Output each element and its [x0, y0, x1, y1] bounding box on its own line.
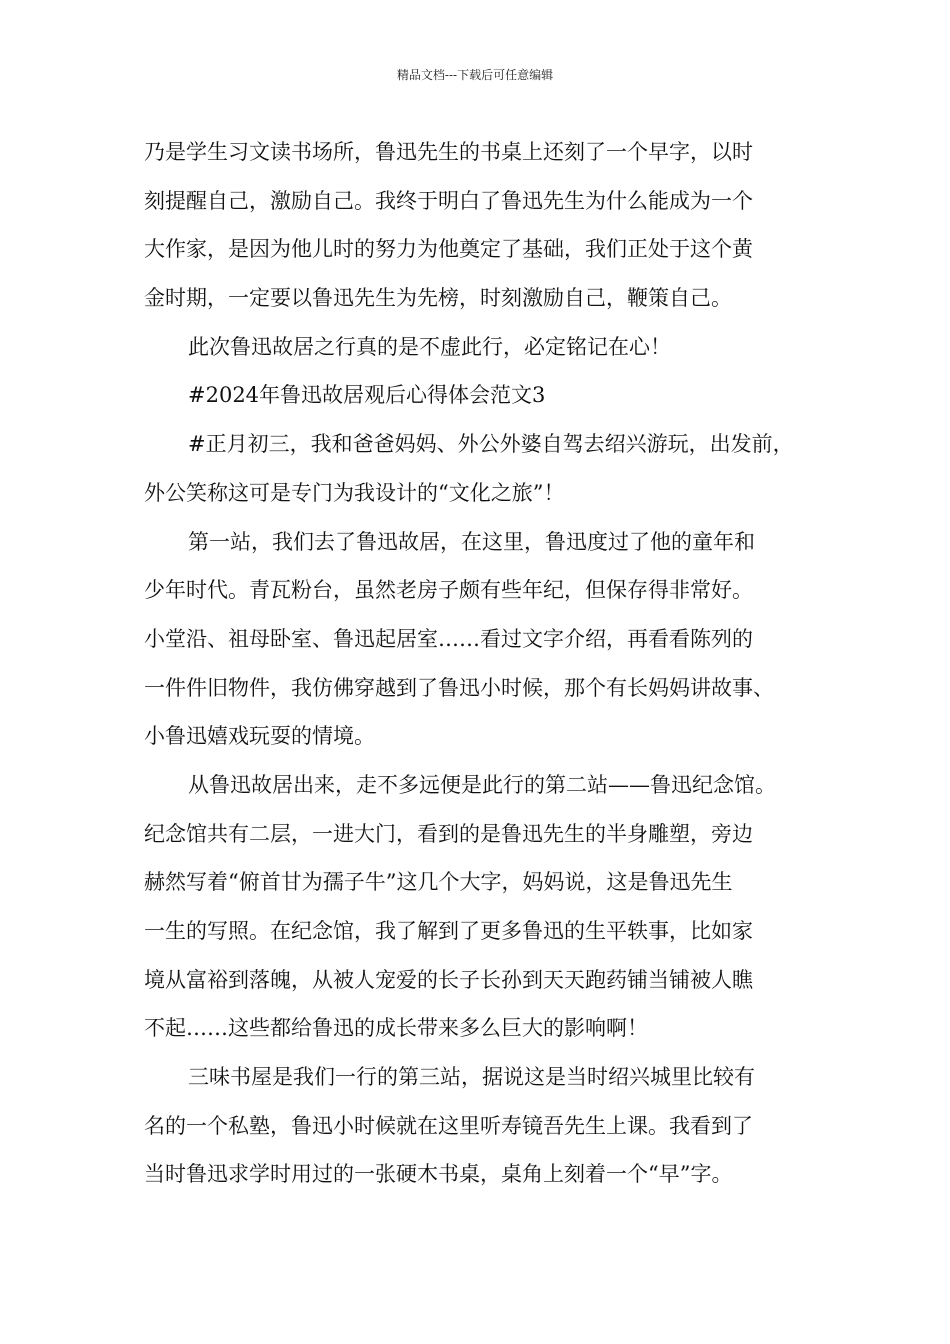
paragraph-first-line: #正月初三，我和爸爸妈妈、外公外婆自驾去绍兴游玩，出发前，: [188, 432, 794, 457]
text-line: 刻提醒自己，激励自己。我终于明白了鲁迅先生为什么能成为一个: [144, 188, 753, 213]
paragraph-first-line: 此次鲁迅故居之行真的是不虚此行，必定铭记在心！: [188, 334, 671, 359]
text-line: 境从富裕到落魄，从被人宠爱的长子长孙到天天跑药铺当铺被人瞧: [144, 967, 753, 992]
text-line: 小堂沿、祖母卧室、鲁迅起居室……看过文字介绍，再看看陈列的: [144, 626, 753, 651]
body-text: [144, 128, 834, 1199]
text-line: 外公笑称这可是专门为我设计的“文化之旅”！: [144, 480, 565, 505]
page-header: 精品文档---下载后可任意编辑: [396, 68, 554, 82]
text-line: 一件件旧物件，我仿佛穿越到了鲁迅小时候，那个有长妈妈讲故事、: [144, 675, 774, 700]
paragraph-first-line: 第一站，我们去了鲁迅故居，在这里，鲁迅度过了他的童年和: [188, 529, 755, 554]
paragraph-first-line: 三味书屋是我们一行的第三站，据说这是当时绍兴城里比较有: [188, 1065, 755, 1090]
text-line: 一生的写照。在纪念馆，我了解到了更多鲁迅的生平轶事，比如家: [144, 919, 753, 943]
text-line: 少年时代。青瓦粉台，虽然老房子颇有些年纪，但保存得非常好。: [144, 578, 753, 603]
text-line: 大作家，是因为他儿时的努力为他奠定了基础，我们正处于这个黄: [144, 237, 753, 262]
text-line: 乃是学生习文读书场所，鲁迅先生的书桌上还刻了一个早字，以时: [144, 140, 753, 164]
text-line: 小鲁迅嬉戏玩耍的情境。: [144, 724, 375, 749]
section-heading: #2024年鲁迅故居观后心得体会范文3: [188, 383, 546, 408]
text-line: 不起……这些都给鲁迅的成长带来多么巨大的影响啊！: [144, 1016, 648, 1041]
text-line: 赫然写着“俯首甘为孺子牛”这几个大字，妈妈说，这是鲁迅先生: [144, 870, 733, 895]
text-line: 名的一个私塾，鲁迅小时候就在这里听寿镜吾先生上课。我看到了: [144, 1113, 753, 1138]
text-line: 当时鲁迅求学时用过的一张硬木书桌，桌角上刻着一个“早”字。: [144, 1162, 733, 1187]
text-line: 纪念馆共有二层，一进大门，看到的是鲁迅先生的半身雕塑，旁边: [144, 821, 753, 846]
text-line: 金时期，一定要以鲁迅先生为先榜，时刻激励自己，鞭策自己。: [144, 286, 732, 311]
paragraph-first-line: 从鲁迅故居出来，走不多远便是此行的第二站——鲁迅纪念馆。: [188, 772, 776, 797]
